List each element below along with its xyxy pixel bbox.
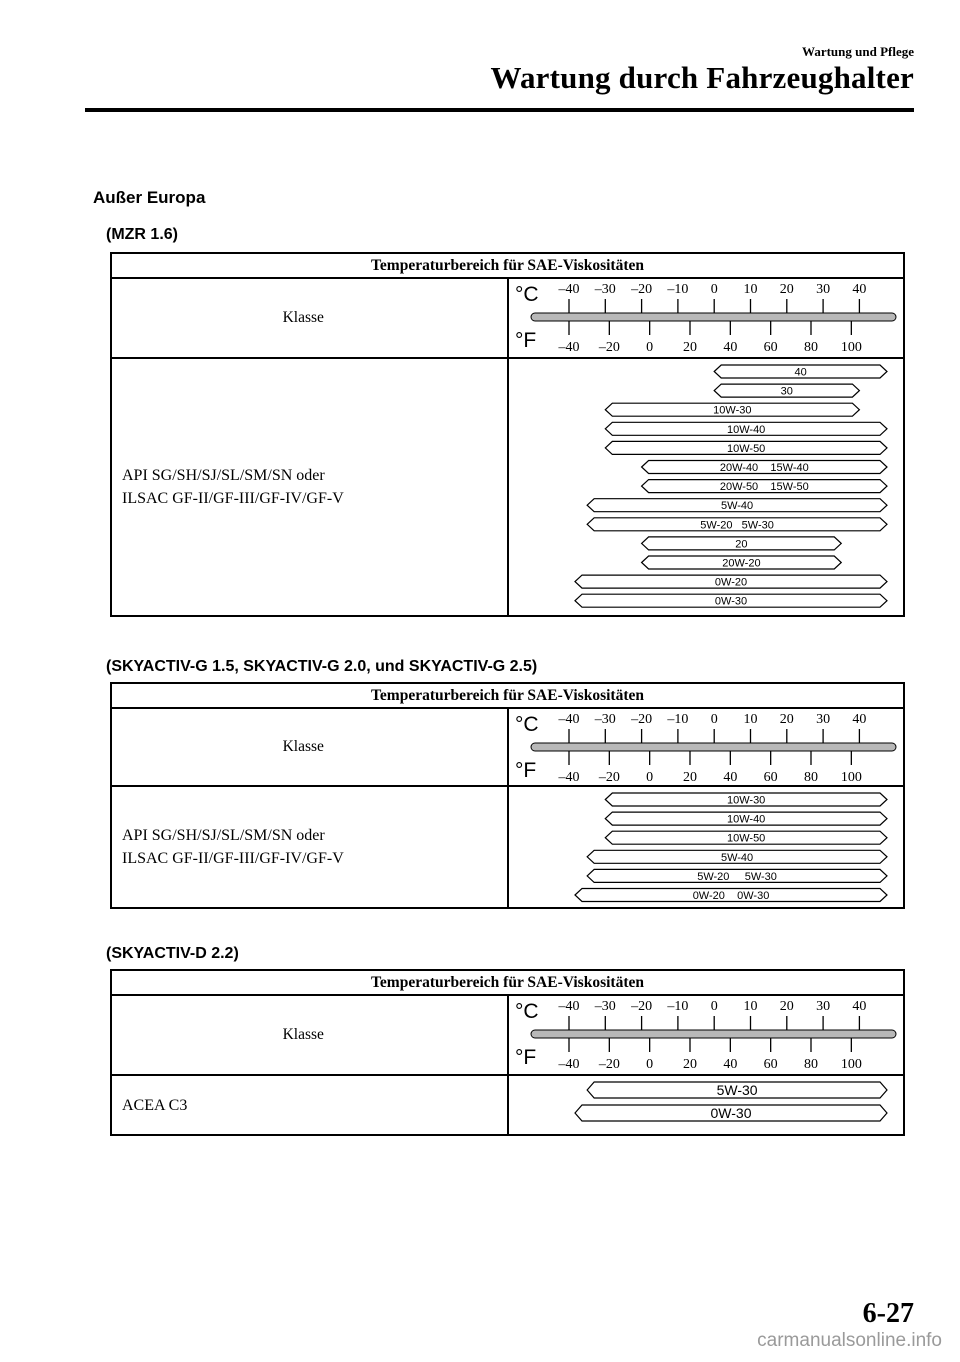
thermometer-bar [531,743,896,751]
fahrenheit-tick-label: 60 [763,770,778,785]
viscosity-table-mzr [110,252,905,617]
celsius-tick-label: 40 [851,282,866,297]
table-heading: Temperaturbereich für SAE-Viskositäten [111,253,904,278]
viscosity-bar-label: 10W-40 [726,813,765,826]
fahrenheit-tick-label: 0 [645,770,653,785]
fahrenheit-unit: °F [514,759,536,782]
celsius-tick-label: 10 [743,712,757,727]
class-header [111,708,508,786]
oil-spec [111,358,508,616]
viscosity-table-skyactiv-d [110,969,905,1136]
celsius-tick-label: 30 [815,999,830,1014]
fahrenheit-tick-label: 100 [840,770,862,785]
oil-spec-line: ILSAC GF-II/GF-III/GF-IV/GF-V [122,490,344,507]
section-header: Wartung und Pflege [802,44,914,59]
celsius-tick-label: 20 [779,712,794,727]
celsius-tick-label: 20 [779,999,794,1014]
fahrenheit-tick-label: 100 [840,1057,862,1072]
temperature-scale [508,995,905,1075]
class-label: Klasse [282,738,324,755]
table-heading: Temperaturbereich für SAE-Viskositäten [111,970,904,995]
page-number: 6-27 [862,1298,914,1329]
temperature-scale [508,708,905,786]
fahrenheit-tick-label: 80 [803,770,818,785]
fahrenheit-tick-label: 40 [722,770,737,785]
thermometer-bar [531,1030,896,1038]
oil-spec-line: ILSAC GF-II/GF-III/GF-IV/GF-V [122,850,344,867]
celsius-tick-label: –30 [594,999,616,1014]
celsius-tick-label: –40 [558,282,579,297]
viscosity-bar-label: 10W-50 [726,832,765,845]
watermark: carmanualsonline.info [757,1330,942,1351]
fahrenheit-tick-label: 60 [763,340,778,355]
header-rule [85,108,914,112]
engine-label-mzr: (MZR 1.6) [106,226,178,243]
celsius-tick-label: –40 [558,712,579,727]
viscosity-bar-label: 40 [793,366,807,379]
region-label: Außer Europa [93,188,206,207]
viscosity-bar-label: 30 [780,385,793,398]
oil-spec-line: API SG/SH/SJ/SL/SM/SN oder [122,827,325,844]
viscosity-bars [508,786,905,908]
viscosity-bar-label: 5W-20 5W-30 [696,870,777,883]
celsius-tick-label: 0 [710,999,718,1014]
engine-label-skyactiv-g: (SKYACTIV-G 1.5, SKYACTIV-G 2.0, und SKYACTIV-G 2.5) [106,658,538,675]
celsius-unit: °C [514,713,539,736]
viscosity-bar-label: 10W-30 [726,794,765,807]
fahrenheit-tick-label: –40 [558,340,579,355]
fahrenheit-tick-label: –40 [558,770,579,785]
oil-spec-line: API SG/SH/SJ/SL/SM/SN oder [122,467,325,484]
table-heading: Temperaturbereich für SAE-Viskositäten [111,683,904,708]
celsius-tick-label: 30 [815,282,830,297]
thermometer-bar [531,313,896,321]
celsius-tick-label: 10 [743,282,757,297]
viscosity-bar-label: 0W-20 [714,576,747,589]
oil-spec-line: ACEA C3 [122,1096,188,1114]
viscosity-bar-label: 20 [734,538,748,551]
class-header [111,278,508,358]
viscosity-bar-label: 20W-20 [721,557,761,570]
viscosity-bar-label: 20W-50 15W-50 [719,481,809,494]
celsius-tick-label: –30 [594,712,616,727]
class-header [111,995,508,1075]
celsius-tick-label: –10 [666,999,688,1014]
fahrenheit-tick-label: 40 [722,1057,737,1072]
fahrenheit-tick-label: 100 [840,340,862,355]
fahrenheit-unit: °F [514,1046,536,1069]
class-label: Klasse [282,309,324,326]
viscosity-bar-label: 0W-30 [714,595,747,608]
viscosity-table-skyactiv-g [110,682,905,909]
class-label: Klasse [282,1026,324,1043]
celsius-tick-label: 40 [851,999,866,1014]
fahrenheit-tick-label: 20 [682,1057,697,1072]
viscosity-bars [508,358,905,616]
celsius-tick-label: –40 [558,999,579,1014]
fahrenheit-tick-label: 20 [682,340,697,355]
fahrenheit-tick-label: 60 [763,1057,778,1072]
engine-label-skyactiv-d: (SKYACTIV-D 2.2) [106,945,239,962]
celsius-tick-label: 30 [815,712,830,727]
celsius-tick-label: –20 [630,712,652,727]
celsius-tick-label: –20 [630,282,652,297]
fahrenheit-tick-label: 0 [645,1057,653,1072]
oil-spec [111,1075,508,1135]
celsius-unit: °C [514,1000,539,1023]
fahrenheit-tick-label: 80 [803,1057,818,1072]
viscosity-bar-label: 10W-50 [726,442,765,455]
celsius-tick-label: –10 [666,712,688,727]
page-title: Wartung durch Fahrzeughalter [490,60,914,95]
celsius-tick-label: 40 [851,712,866,727]
celsius-tick-label: 10 [743,999,757,1014]
viscosity-bar-label: 20W-40 15W-40 [719,462,809,474]
fahrenheit-tick-label: 80 [803,340,818,355]
celsius-tick-label: –20 [630,999,652,1014]
viscosity-bar-label: 0W-20 0W-30 [692,890,769,902]
temperature-scale [508,278,905,358]
celsius-tick-label: –30 [594,282,616,297]
viscosity-bar-label: 5W-40 [720,851,753,864]
viscosity-bar-label: 0W-30 [710,1105,751,1121]
fahrenheit-tick-label: 40 [722,340,737,355]
viscosity-bar-label: 5W-20 5W-30 [699,519,774,532]
celsius-tick-label: 0 [710,712,718,727]
viscosity-bar-label: 10W-30 [712,404,752,417]
celsius-unit: °C [514,283,539,306]
fahrenheit-unit: °F [514,329,536,352]
viscosity-bar-label: 5W-40 [720,500,753,513]
fahrenheit-tick-label: –20 [598,340,620,355]
celsius-tick-label: 20 [779,282,794,297]
oil-spec [111,786,508,908]
viscosity-bars [508,1075,905,1135]
fahrenheit-tick-label: –20 [598,1057,620,1072]
fahrenheit-tick-label: –40 [558,1057,579,1072]
fahrenheit-tick-label: 20 [682,770,697,785]
viscosity-bar-label: 10W-40 [726,423,765,436]
fahrenheit-tick-label: –20 [598,770,620,785]
celsius-tick-label: 0 [710,282,718,297]
celsius-tick-label: –10 [666,282,688,297]
fahrenheit-tick-label: 0 [645,340,653,355]
viscosity-bar-label: 5W-30 [716,1082,758,1098]
